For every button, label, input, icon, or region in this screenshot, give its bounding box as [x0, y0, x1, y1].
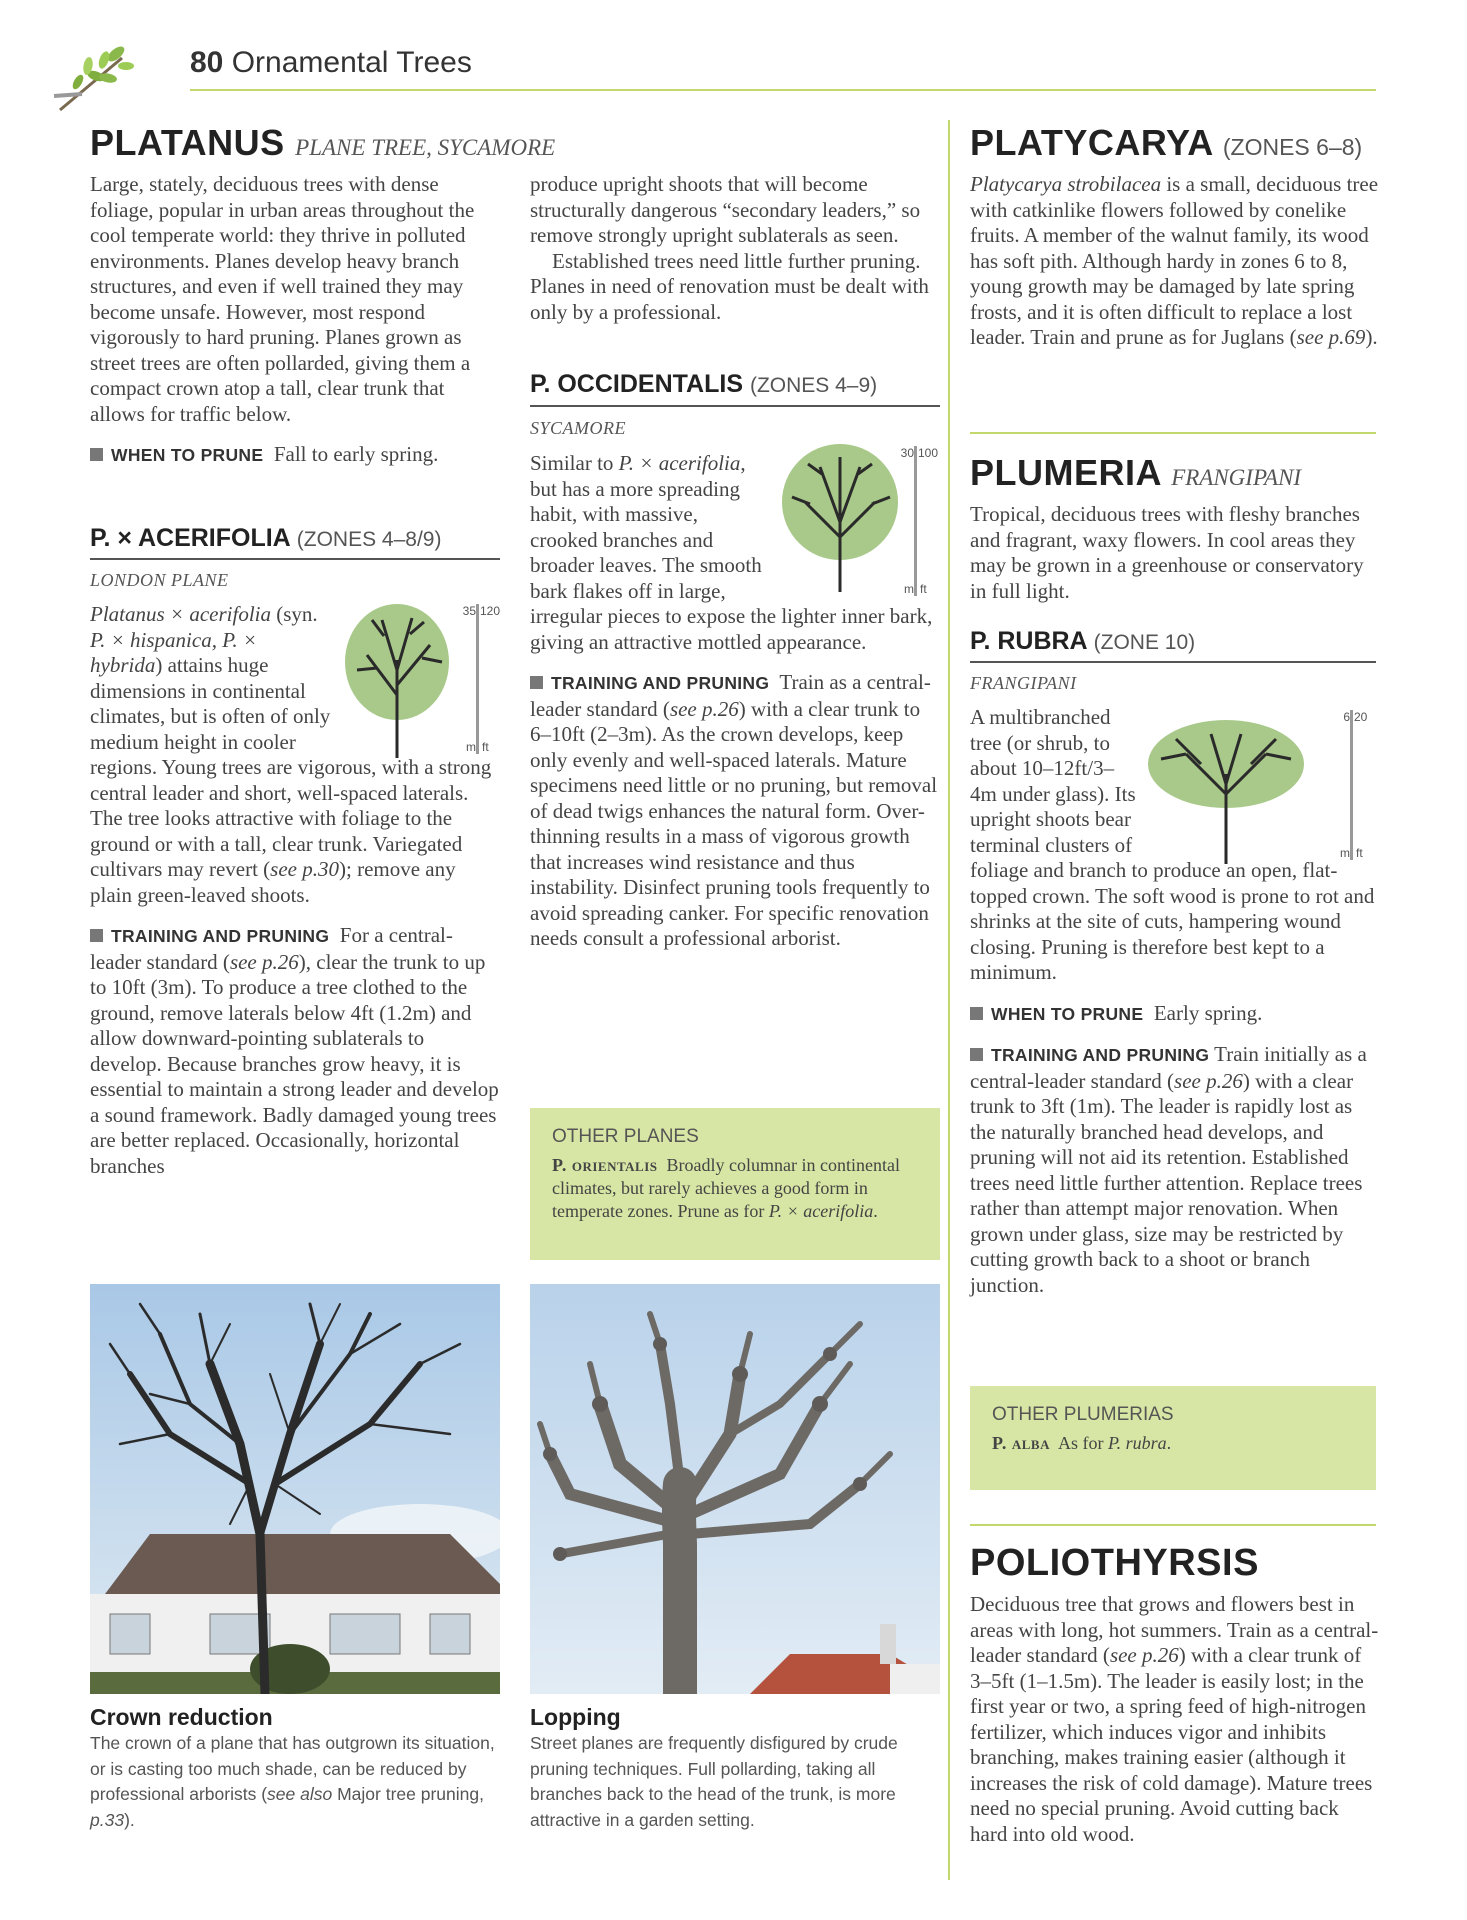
- common-name: PLANE TREE, SYCAMORE: [295, 135, 556, 160]
- intro-text: Large, stately, deciduous trees with dense foliage, popular in urban areas throughout the cool temperate world: they thrive in polluted environments. Planes develop heavy branch structures, and even if well trained they may become unsafe. However, most respond vigorously to hard pruning. Planes grown as street trees are often pollarded, giving them a compact crown atop a tall, clear trunk that allows for traffic below.: [90, 172, 475, 426]
- plumeria-heading: PLUMERIA FRANGIPANI: [970, 452, 1302, 493]
- acerifolia-description: Platanus × acerifolia (syn. P. × hispanica, P. × hybrida) attains huge dimensions in continental climates, but is often of only medium height in cooler regions. Young trees are vigorous, with a strong central leader and short, well-spaced laterals. The tree looks attractive with foliage to the ground or with a tall, clear trunk. Variegated cultivars may revert (see p.30); remove any plain green-leaved shoots. TRAINING AND PRUNING For a central-leader standard (see p.26), clear the trunk to up to 10ft (3m). To produce a tree clothed to the ground, remove laterals below 4ft (1.2m) and allow downward-pointing sublaterals to develop. Because branches grow heavy, it is essential to maintain a strong leader and develop a sound framework. Badly damaged young trees are better replaced. Occasionally, horizontal branches: [90, 602, 499, 1178]
- page-title: Ornamental Trees: [231, 46, 472, 79]
- height-scale: 6 20 m ft: [1340, 710, 1368, 860]
- header-sprig-icon: [52, 36, 142, 116]
- rubra-description: A multibranched tree (or shrub, to about 10–12ft/3–4m under glass). Its upright shoots bear terminal clusters of foliage and branch to produce an open, flat-topped crown. The soft wood is prone to rot and shrinks at the site of cuts, hampering wound closing. Pruning is therefore best kept to a minimum. WHEN TO PRUNE Early spring. TRAINING AND PRUNING Train initially as a central-leader standard (see p.26) with a clear trunk to 3ft (1m). The leader is rapidly lost as the naturally branched head develops, and pruning will not aid its retention. Established trees need little further attention. Replace trees rather than attempt major renovation. When grown under glass, size may be restricted by cutting growth back to a shoot or branch junction.: [970, 705, 1380, 1298]
- poliothyrsis-heading: POLIOTHYRSIS: [970, 1542, 1259, 1584]
- bullet-square-icon: [970, 1007, 983, 1020]
- section-rule: [970, 1524, 1376, 1526]
- header-rule: [190, 89, 1376, 91]
- occidentalis-training: TRAINING AND PRUNING Train as a central-leader standard (see p.26) with a clear trunk to 6–10ft (2–3m). As the crown develops, keep only evenly and well-spaced laterals. Mature specimens need little or no pruning, but removal of dead twigs enhances the natural form. Over-thinning results in a mass of vigorous growth that increases wind resistance and thus instability. Disinfect pruning tools frequently to avoid spreading canker. For specific renovation needs consult a professional arborist.: [530, 670, 938, 950]
- divider: [530, 405, 940, 407]
- acerifolia-training: TRAINING AND PRUNING For a central-leader standard (see p.26), clear the trunk to up to 10ft (3m). To produce a tree clothed to the ground, remove laterals below 4ft (1.2m) and allow downward-pointing sublaterals to develop. Because branches grow heavy, it is essential to maintain a strong leader and develop a sound framework. Badly damaged young trees are better replaced. Occasionally, horizontal branches: [90, 923, 499, 1178]
- other-plumerias-box: [970, 1386, 1376, 1490]
- acerifolia-heading: P. × ACERIFOLIA (ZONES 4–8/9): [90, 524, 442, 552]
- box-body: P. alba As for P. rubra.: [992, 1433, 1172, 1453]
- bullet-square-icon: [90, 448, 103, 461]
- occidentalis-heading: P. OCCIDENTALIS (ZONES 4–9): [530, 370, 878, 398]
- crown-reduction-photo: [90, 1284, 500, 1694]
- page-header: [190, 46, 472, 80]
- when-to-prune: WHEN TO PRUNE Fall to early spring.: [90, 442, 500, 469]
- box-title: OTHER PLUMERIAS: [992, 1404, 1174, 1425]
- box-title: OTHER PLANES: [552, 1126, 699, 1147]
- divider: [90, 558, 500, 560]
- platycarya-heading: PLATYCARYA (ZONES 6–8): [970, 122, 1363, 163]
- height-scale: 35 120 m ft: [462, 604, 501, 754]
- bullet-square-icon: [970, 1048, 983, 1061]
- section-rule: [970, 432, 1376, 434]
- occidentalis-description: Similar to P. × acerifolia, but has a more spreading habit, with massive, crooked branches and broader leaves. The smooth bark flakes off in large, irregular pieces to expose the lighter inner bark, giving an attractive mottled appearance. TRAINING AND PRUNING Train as a central-leader standard (see p.26) with a clear trunk to 6–10ft (2–3m). As the crown develops, keep only evenly and well-spaced laterals. Mature specimens need little or no pruning, but removal of dead twigs enhances the natural form. Over-thinning results in a mass of vigorous growth that increases wind resistance and thus instability. Disinfect pruning tools frequently to avoid spreading canker. For specific renovation needs consult a professional arborist.: [530, 451, 940, 952]
- bullet-square-icon: [530, 676, 543, 689]
- plumeria-intro: Tropical, deciduous trees with fleshy branches and fragrant, waxy flowers. In cool areas they may be grown in a greenhouse or conservatory in full light.: [970, 502, 1364, 603]
- divider: [970, 661, 1376, 663]
- platycarya-description: Platycarya strobilacea is a small, deciduous tree with catkinlike flowers followed by conelike fruits. A member of the walnut family, its wood has soft pith. Although hardy in zones 6 to 8, young growth may be damaged by late spring frosts, and it is often difficult to replace a lost leader. Train and prune as for Juglans (see p.69).: [970, 172, 1379, 349]
- poliothyrsis-description: Deciduous tree that grows and flowers best in areas with long, hot summers. Train as a central-leader standard (see p.26) with a clear trunk of 3–5ft (1–1.5m). The leader is easily lost; in the first year or two, a spring feed of high-nitrogen fertilizer, which induces vigor and inhibits branching, makes training easier (although it increases the risk of cold damage). Mature trees need no special pruning. Avoid cutting back hard into old wood.: [970, 1592, 1379, 1846]
- rubra-common-name: FRANGIPANI: [970, 673, 1077, 693]
- platanus-intro: [90, 172, 500, 469]
- lopping-photo: [530, 1284, 940, 1694]
- genus-name: PLATANUS: [90, 122, 285, 163]
- bullet-square-icon: [90, 929, 103, 942]
- acerifolia-common-name: LONDON PLANE: [90, 570, 229, 590]
- page-number: 80: [190, 46, 224, 79]
- acerifolia-continued: produce upright shoots that will become structurally dangerous “secondary leaders,” so remove strongly upright sublaterals as seen. Established trees need little further pruning. Planes in need of renovation must be dealt with only by a professional.: [530, 172, 929, 324]
- crown-reduction-caption: Crown reduction The crown of a plane that has outgrown its situation, or is casting too much shade, can be reduced by professional arborists (see also Major tree pruning, p.33).: [90, 1704, 495, 1830]
- height-scale: 30 100 m ft: [900, 446, 939, 596]
- box-body: P. orientalis Broadly columnar in continental climates, but rarely achieves a good form in temperate zones. Prune as for P. × acerifolia.: [552, 1155, 900, 1221]
- rubra-training: TRAINING AND PRUNING Train initially as a central-leader standard (see p.26) with a clear trunk to 3ft (1m). The leader is rapidly lost as the naturally branched head develops, and pruning will not aid its retention. Established trees need little further attention. Replace trees rather than attempt major renovation. When grown under glass, size may be restricted by cutting growth back to a shoot or branch junction.: [970, 1042, 1367, 1297]
- other-planes-box: [530, 1108, 940, 1260]
- rubra-when-to-prune: WHEN TO PRUNE Early spring.: [970, 1001, 1380, 1028]
- platanus-heading: [90, 122, 555, 164]
- occidentalis-common-name: SYCAMORE: [530, 418, 626, 438]
- rubra-heading: P. RUBRA (ZONE 10): [970, 627, 1196, 655]
- column-divider: [948, 120, 950, 1880]
- lopping-caption: Lopping Street planes are frequently disfigured by crude pruning techniques. Full pollarding, taking all branches back to the head of the trunk, is more attractive in a garden setting.: [530, 1704, 898, 1830]
